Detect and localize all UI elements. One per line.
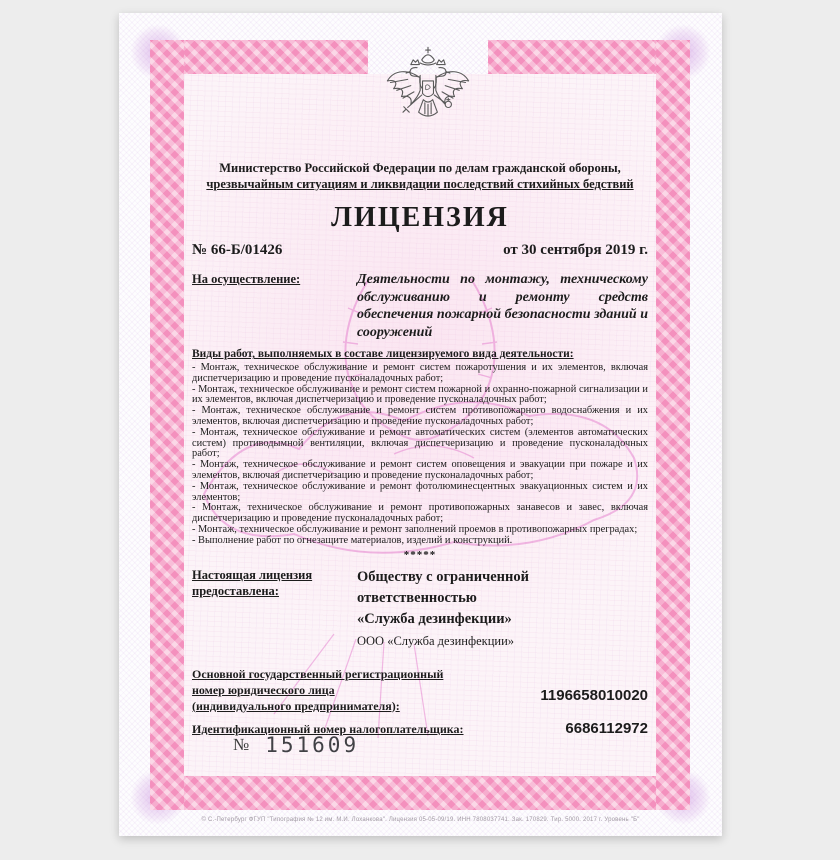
activity-section (192, 271, 648, 341)
serial-prefix: № (233, 735, 250, 754)
license-number: № 66-Б/01426 (192, 242, 283, 258)
works-item: - Монтаж, техническое обслуживание и ремонт систем пожарной и охранно-пожарной сигнализации и их элементов, включая диспетчеризацию и проведение пусконаладочных работ; (192, 383, 648, 406)
license-document-page (119, 13, 722, 836)
works-item: - Монтаж, техническое обслуживание и ремонт систем пожаротушения и их элементов, включая диспетчеризацию и проведение пусконаладочных работ; (192, 362, 648, 384)
grantee-section (192, 567, 648, 650)
activity-value: Деятельности по монтажу, техническому обслуживанию и ремонту средств обеспечения пожарной безопасности зданий и сооружений (357, 272, 648, 340)
license-number-row (192, 240, 648, 261)
serial-digits: 151609 (265, 733, 360, 757)
ogrn-value: 1196658010020 (540, 686, 648, 704)
border-band-bottom (150, 776, 690, 810)
ministry-name-line1: Министерство Российской Федерации по делам гражданской обороны, (219, 161, 621, 175)
ministry-name (192, 160, 648, 192)
license-date: от 30 сентября 2019 г. (503, 242, 648, 258)
printing-house-note: © С.-Петербург ФГУП "Типография № 12 им. М.И. Лоханкова". Лицензия 05-05-09/19. ИНН 7808037741. Зак. 170829. Тир. 5000. 2017 г. Уровень "Б" (201, 817, 640, 823)
grantee-name-line1: Обществу с ограниченной ответственностью (357, 568, 529, 606)
border-band-left (150, 40, 184, 810)
works-item: - Монтаж, техническое обслуживание и ремонт систем противопожарного водоснабжения и их элементов, включая диспетчеризацию и проведение пусконаладочных работ; (192, 405, 648, 427)
works-list (192, 363, 648, 547)
inn-label: Идентификационный номер налогоплательщика: (192, 721, 464, 736)
grantee-label-line2: предоставлена: (192, 583, 279, 598)
double-headed-eagle-icon (381, 45, 475, 145)
ogrn-label-line2: номер юридического лица (192, 682, 335, 697)
works-item: - Монтаж, техническое обслуживание и ремонт автоматических систем (элементов автоматических систем) противодымной вентиляции, включая диспетчеризацию и проведение пусконаладочных работ; (192, 426, 648, 460)
form-serial-number (233, 733, 359, 757)
works-item: - Монтаж, техническое обслуживание и ремонт систем оповещения и эвакуации при пожаре и их элементов, включая диспетчеризацию и проведение пусконаладочных работ; (192, 459, 648, 481)
ogrn-section (192, 666, 648, 714)
grantee-short-name: ООО «Служба дезинфекции» (357, 633, 515, 648)
works-item: - Выполнение работ по огнезащите материалов, изделий и конструкций. (192, 534, 513, 546)
document-title: ЛИЦЕНЗИЯ (331, 202, 509, 233)
ogrn-label-line3: (индивидуального предпринимателя): (192, 698, 400, 713)
works-item: - Монтаж, техническое обслуживание и ремонт фотолюминесцентных эвакуационных систем и их элементов; (192, 480, 648, 503)
ministry-name-line2: чрезвычайным ситуациям и ликвидации последствий стихийных бедствий (206, 177, 634, 191)
works-item: - Монтаж, техническое обслуживание и ремонт противопожарных занавесов и завес, включая диспетчеризацию и проведение пусконаладочных работ; (192, 502, 648, 525)
works-item: - Монтаж, техническое обслуживание и ремонт заполнений проемов в противопожарных преградах; (192, 523, 638, 535)
inn-value: 6686112972 (565, 719, 648, 737)
document-body (184, 74, 656, 776)
activity-label: На осуществление: (192, 272, 301, 286)
grantee-name-line2: «Служба дезинфекции» (357, 610, 512, 627)
asterisk-separator: ***** (403, 548, 437, 561)
ogrn-label-line1: Основной государственный регистрационный (192, 666, 444, 681)
border-band-right (656, 40, 690, 810)
grantee-label-line1: Настоящая лицензия (192, 567, 313, 582)
works-heading: Виды работ, выполняемых в составе лицензируемого вида деятельности: (192, 348, 574, 360)
